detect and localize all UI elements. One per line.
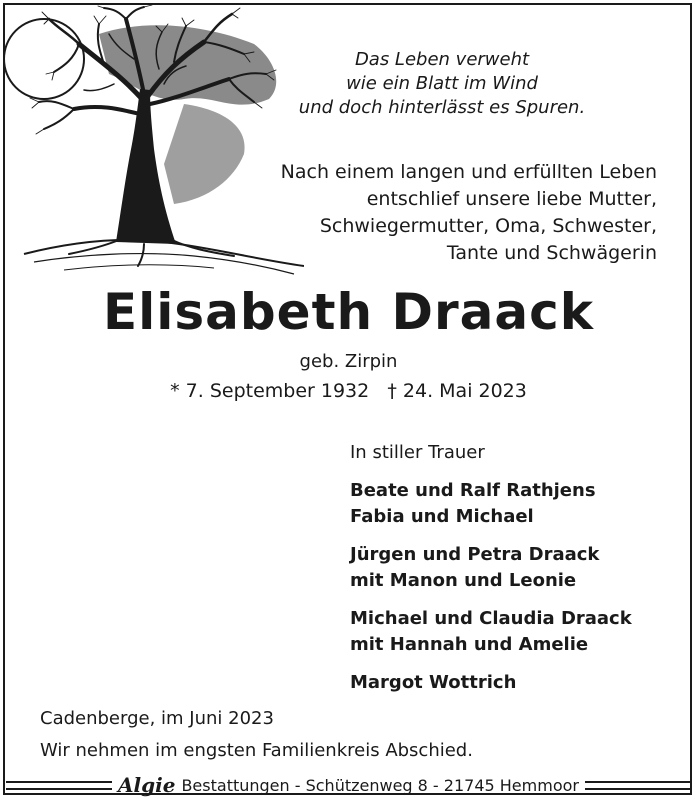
- verse-line: wie ein Blatt im Wind: [346, 73, 538, 94]
- mourner-group: [350, 542, 690, 594]
- undertaker-address: Bestattungen - Schützenweg 8 - 21745 Hemmoor: [181, 775, 579, 795]
- intro-text: [237, 159, 657, 267]
- mourner-line: mit Manon und Leonie: [350, 570, 577, 591]
- mourner-line: Michael und Claudia Draack: [350, 608, 632, 629]
- life-dates: [0, 378, 697, 404]
- intro-line: Nach einem langen und erfüllten Leben: [280, 161, 657, 183]
- mourners-heading: In stiller Trauer: [350, 442, 485, 463]
- place-date: Cadenberge, im Juni 2023: [40, 708, 274, 729]
- verse-line: Das Leben verweht: [354, 49, 530, 70]
- verse-line: und doch hinterlässt es Spuren.: [298, 97, 586, 118]
- divider: [6, 781, 112, 790]
- mourner-line: mit Hannah und Amelie: [350, 634, 589, 655]
- mourner-line: Beate und Ralf Rathjens: [350, 480, 596, 501]
- mourner-line: Jürgen und Petra Draack: [350, 544, 600, 565]
- mourner-line: Fabia und Michael: [350, 506, 534, 527]
- birth-date: * 7. September 1932: [170, 380, 370, 402]
- death-date: † 24. Mai 2023: [387, 380, 527, 402]
- intro-line: Tante und Schwägerin: [446, 242, 657, 264]
- mourner-group: [350, 478, 690, 530]
- mourners-list: [350, 440, 690, 708]
- verse: [262, 48, 622, 120]
- deceased-name: Elisabeth Draack: [102, 283, 595, 341]
- undertaker-bar: [6, 775, 691, 795]
- intro-line: Schwiegermutter, Oma, Schwester,: [319, 215, 657, 237]
- moon-icon: [4, 19, 84, 99]
- mourner-line: Margot Wottrich: [350, 672, 517, 693]
- undertaker-logo: Algie: [118, 773, 176, 797]
- undertaker-info: [112, 773, 585, 797]
- divider: [585, 781, 691, 790]
- maiden-name: geb. Zirpin: [299, 351, 398, 372]
- farewell-note: Wir nehmen im engsten Familienkreis Abschied.: [40, 740, 473, 761]
- mourner-group: [350, 606, 690, 658]
- mourner-group: [350, 670, 690, 696]
- intro-line: entschlief unsere liebe Mutter,: [366, 188, 657, 210]
